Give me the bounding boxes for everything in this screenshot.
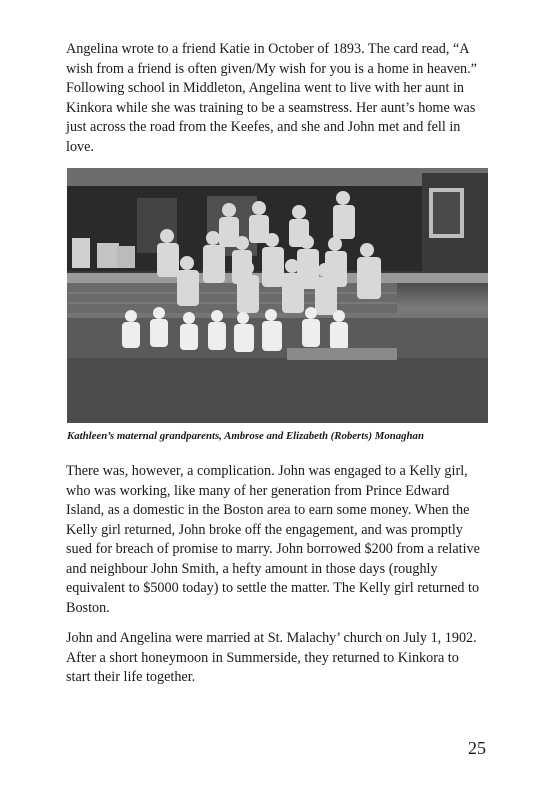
family-group-photo bbox=[67, 168, 488, 423]
paragraph-courtship: Angelina wrote to a friend Katie in October of 1893. The card read, “A wish from a friend is often given/My wish for you is a home in heaven.” Following school in Middleton, Angelina went to live with her aunt in Kinkora while she was training to be a seamstress. Her aunt’s home was just across the road from the Keefes, and she and John met and fell in love. bbox=[66, 41, 477, 155]
page-number: 25 bbox=[468, 738, 486, 758]
paragraph-marriage: John and Angelina were married at St. Malachy’ church on July 1, 1902. After a short honeymoon in Summerside, they returned to Kinkora to start their life together. bbox=[66, 630, 477, 685]
family-photo-illustration bbox=[67, 168, 488, 423]
paragraph-complication: There was, however, a complication. John was engaged to a Kelly girl, who was working, like many of her generation from Prince Edward Island, as a domestic in the Boston area to earn some money. When the Kelly girl returned, John broke off the engagement, and was promptly sued for breach of promise to marry. John borrowed $200 from a relative and neighbour John Smith, a hefty amount in those days (roughly equivalent to $5000 today) to settle the matter. The Kelly girl returned to Boston. bbox=[66, 463, 480, 616]
photo-caption: Kathleen’s maternal grandparents, Ambrose and Elizabeth (Roberts) Monaghan bbox=[67, 430, 424, 442]
